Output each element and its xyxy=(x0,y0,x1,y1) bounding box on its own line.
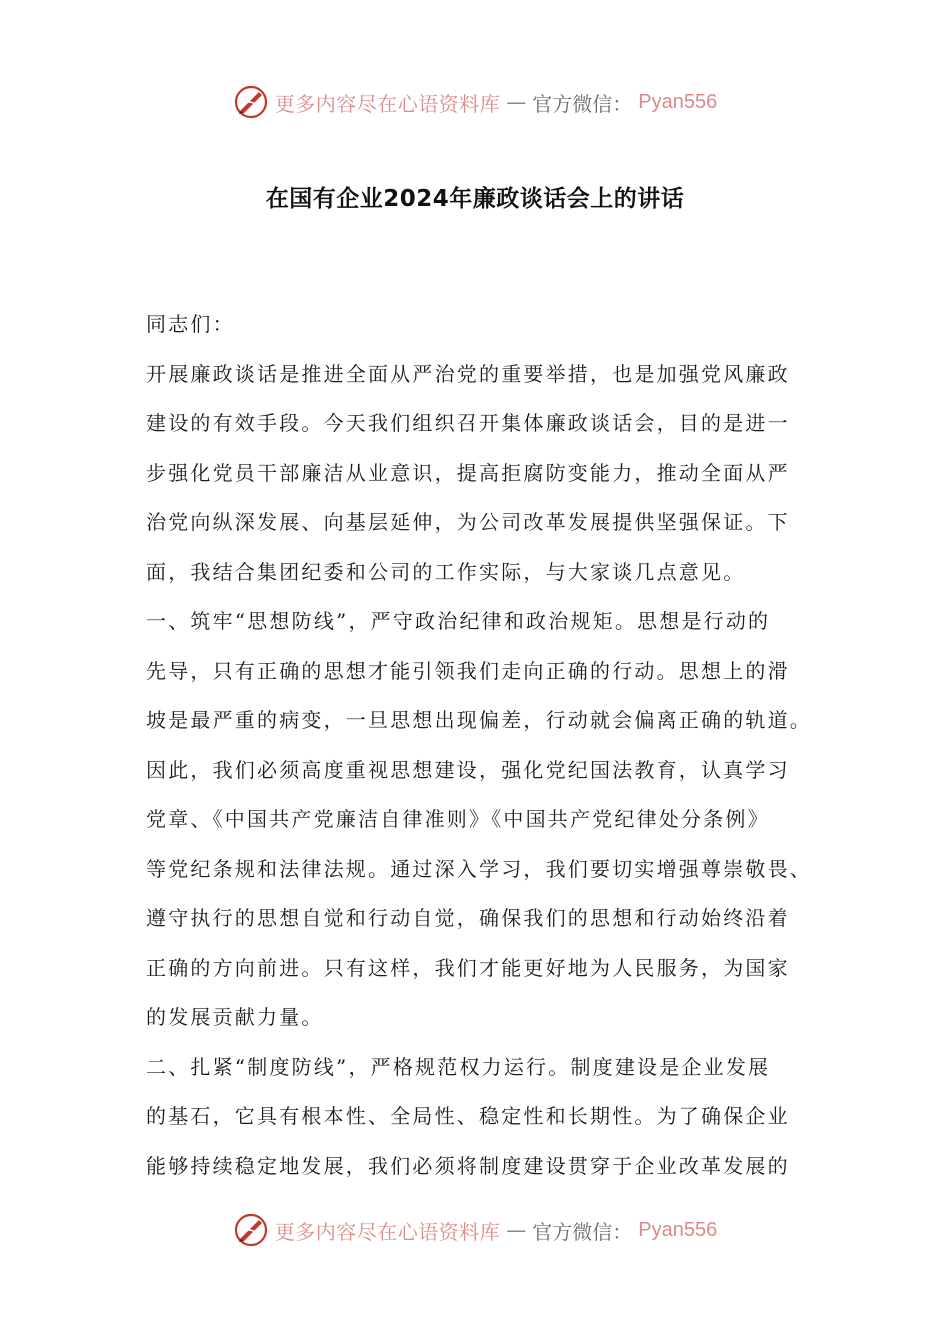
document-body xyxy=(146,300,826,1191)
body-line: 先导，只有正确的思想才能引领我们走向正确的行动。思想上的滑 xyxy=(146,658,790,683)
body-line: 党章、《中国共产党廉洁自律准则》《中国共产党纪律处分条例》 xyxy=(146,807,770,831)
footer-banner-content xyxy=(233,1212,717,1248)
body-line: 等党纪条规和法律法规。通过深入学习，我们要切实增强尊崇敬畏、 xyxy=(146,856,812,881)
banner-contact-label: 官方微信： xyxy=(532,1219,633,1244)
body-line: 的发展贡献力量。 xyxy=(146,1005,324,1029)
body-line: 同志们： xyxy=(146,312,235,336)
body-line: 因此，我们必须高度重视思想建设，强化党纪国法教育，认真学习 xyxy=(146,757,790,782)
pen-writing-icon xyxy=(233,1212,269,1248)
pen-writing-icon xyxy=(233,84,269,120)
body-line: 的基石，它具有根本性、全局性、稳定性和长期性。为了确保企业 xyxy=(146,1104,790,1128)
body-line: 坡是最严重的病变，一旦思想出现偏差，行动就会偏离正确的轨道。 xyxy=(146,708,812,732)
banner-wechat-id: Pyan556 xyxy=(638,90,718,113)
banner-site-name: 更多内容尽在心语资料库 xyxy=(274,1219,501,1244)
banner-site-name: 更多内容尽在心语资料库 xyxy=(274,91,501,116)
body-line: 开展廉政谈话是推进全面从严治党的重要举措，也是加强党风廉政 xyxy=(146,361,790,386)
body-line: 建设的有效手段。今天我们组织召开集体廉政谈话会，目的是进一 xyxy=(146,411,790,435)
body-line: 面，我结合集团纪委和公司的工作实际，与大家谈几点意见。 xyxy=(146,559,746,584)
body-line: 遵守执行的思想自觉和行动自觉，确保我们的思想和行动始终沿着 xyxy=(146,906,790,930)
banner-wechat-id: Pyan556 xyxy=(638,1218,718,1241)
banner-contact-label: 官方微信： xyxy=(532,91,633,116)
header-banner-content xyxy=(233,84,717,120)
footer-watermark-banner xyxy=(0,1210,950,1250)
header-watermark-banner xyxy=(0,82,950,122)
document-title: 在国有企业2024年廉政谈话会上的讲话 xyxy=(265,186,685,212)
banner-dash: — xyxy=(506,1218,527,1242)
body-line: 正确的方向前进。只有这样，我们才能更好地为人民服务，为国家 xyxy=(146,955,790,980)
body-line: 步强化党员干部廉洁从业意识，提高拒腐防变能力，推动全面从严 xyxy=(146,460,790,485)
body-line: 能够持续稳定地发展，我们必须将制度建设贯穿于企业改革发展的 xyxy=(146,1153,790,1178)
body-line: 治党向纵深发展、向基层延伸，为公司改革发展提供坚强保证。下 xyxy=(146,510,790,534)
body-line: 二、扎紧“制度防线”，严格规范权力运行。制度建设是企业发展 xyxy=(146,1054,771,1079)
body-line: 一、筑牢“思想防线”，严守政治纪律和政治规矩。思想是行动的 xyxy=(146,609,771,633)
banner-dash: — xyxy=(506,90,527,114)
